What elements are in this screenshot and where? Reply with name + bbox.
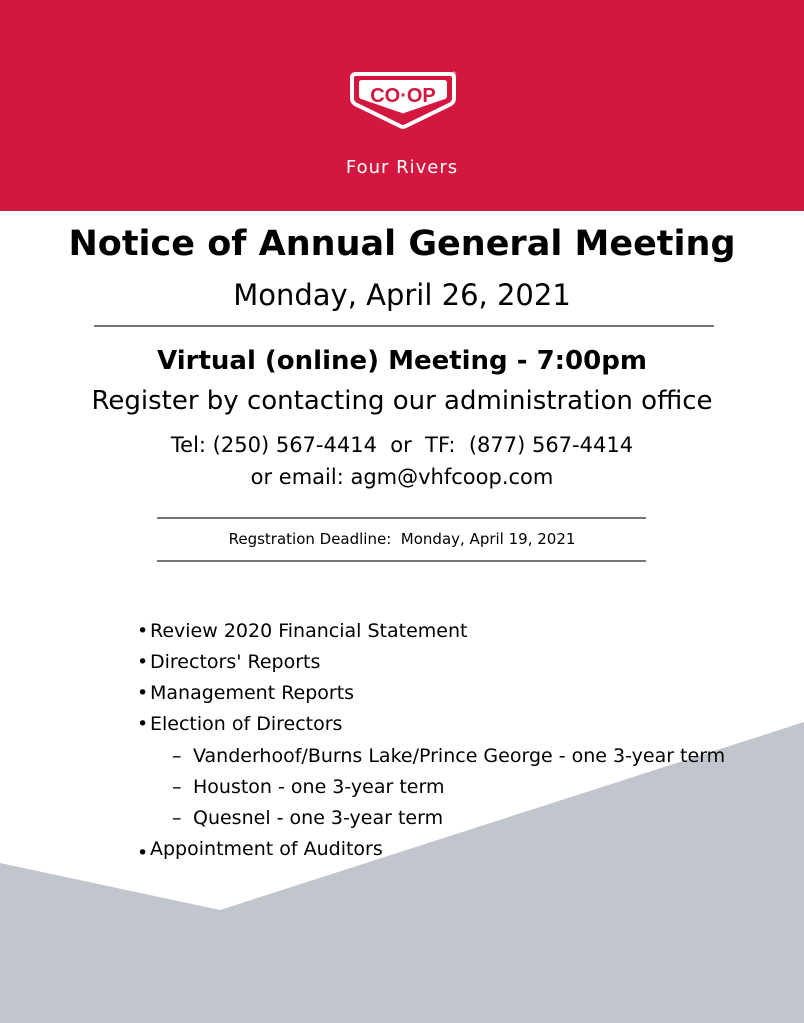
- sub-list-dash: –: [172, 745, 182, 767]
- phone-line: Tel: (250) 567-4414 or TF: (877) 567-4414: [170, 433, 634, 457]
- registration-deadline: Regstration Deadline: Monday, April 19, 2021: [228, 530, 576, 548]
- agenda-sub-item: Quesnel - one 3-year term: [193, 807, 444, 829]
- sub-list-dash: –: [172, 807, 182, 829]
- agenda-item: Directors' Reports: [150, 651, 321, 673]
- page-title: Notice of Annual General Meeting: [68, 224, 736, 264]
- logo-text: CO·OP: [370, 85, 436, 107]
- divider-deadline-bottom: [157, 560, 646, 562]
- meeting-type: Virtual (online) Meeting - 7:00pm: [157, 346, 647, 376]
- meeting-date: Monday, April 26, 2021: [233, 278, 571, 312]
- email-line: or email: agm@vhfcoop.com: [250, 465, 554, 489]
- divider-top: [94, 325, 714, 327]
- header-banner: [0, 0, 804, 211]
- list-bullet: •: [137, 842, 149, 864]
- agenda-item: Election of Directors: [150, 713, 343, 735]
- agenda-sub-item: Houston - one 3-year term: [193, 776, 445, 798]
- svg-text:®: ®: [451, 71, 457, 78]
- register-text: Register by contacting our administration office: [91, 386, 713, 416]
- agenda-item: Appointment of Auditors: [150, 838, 383, 860]
- agenda-item: Review 2020 Financial Statement: [150, 620, 468, 642]
- list-bullet: •: [137, 651, 149, 673]
- coop-logo: [348, 68, 458, 130]
- list-bullet: •: [137, 713, 149, 735]
- sub-list-dash: –: [172, 776, 182, 798]
- list-bullet: •: [137, 620, 149, 642]
- brand-name: Four Rivers: [345, 157, 459, 178]
- agenda-item: Management Reports: [150, 682, 355, 704]
- divider-deadline-top: [157, 517, 646, 519]
- list-bullet: •: [137, 682, 149, 704]
- agenda-sub-item: Vanderhoof/Burns Lake/Prince George - one 3-year term: [193, 745, 726, 767]
